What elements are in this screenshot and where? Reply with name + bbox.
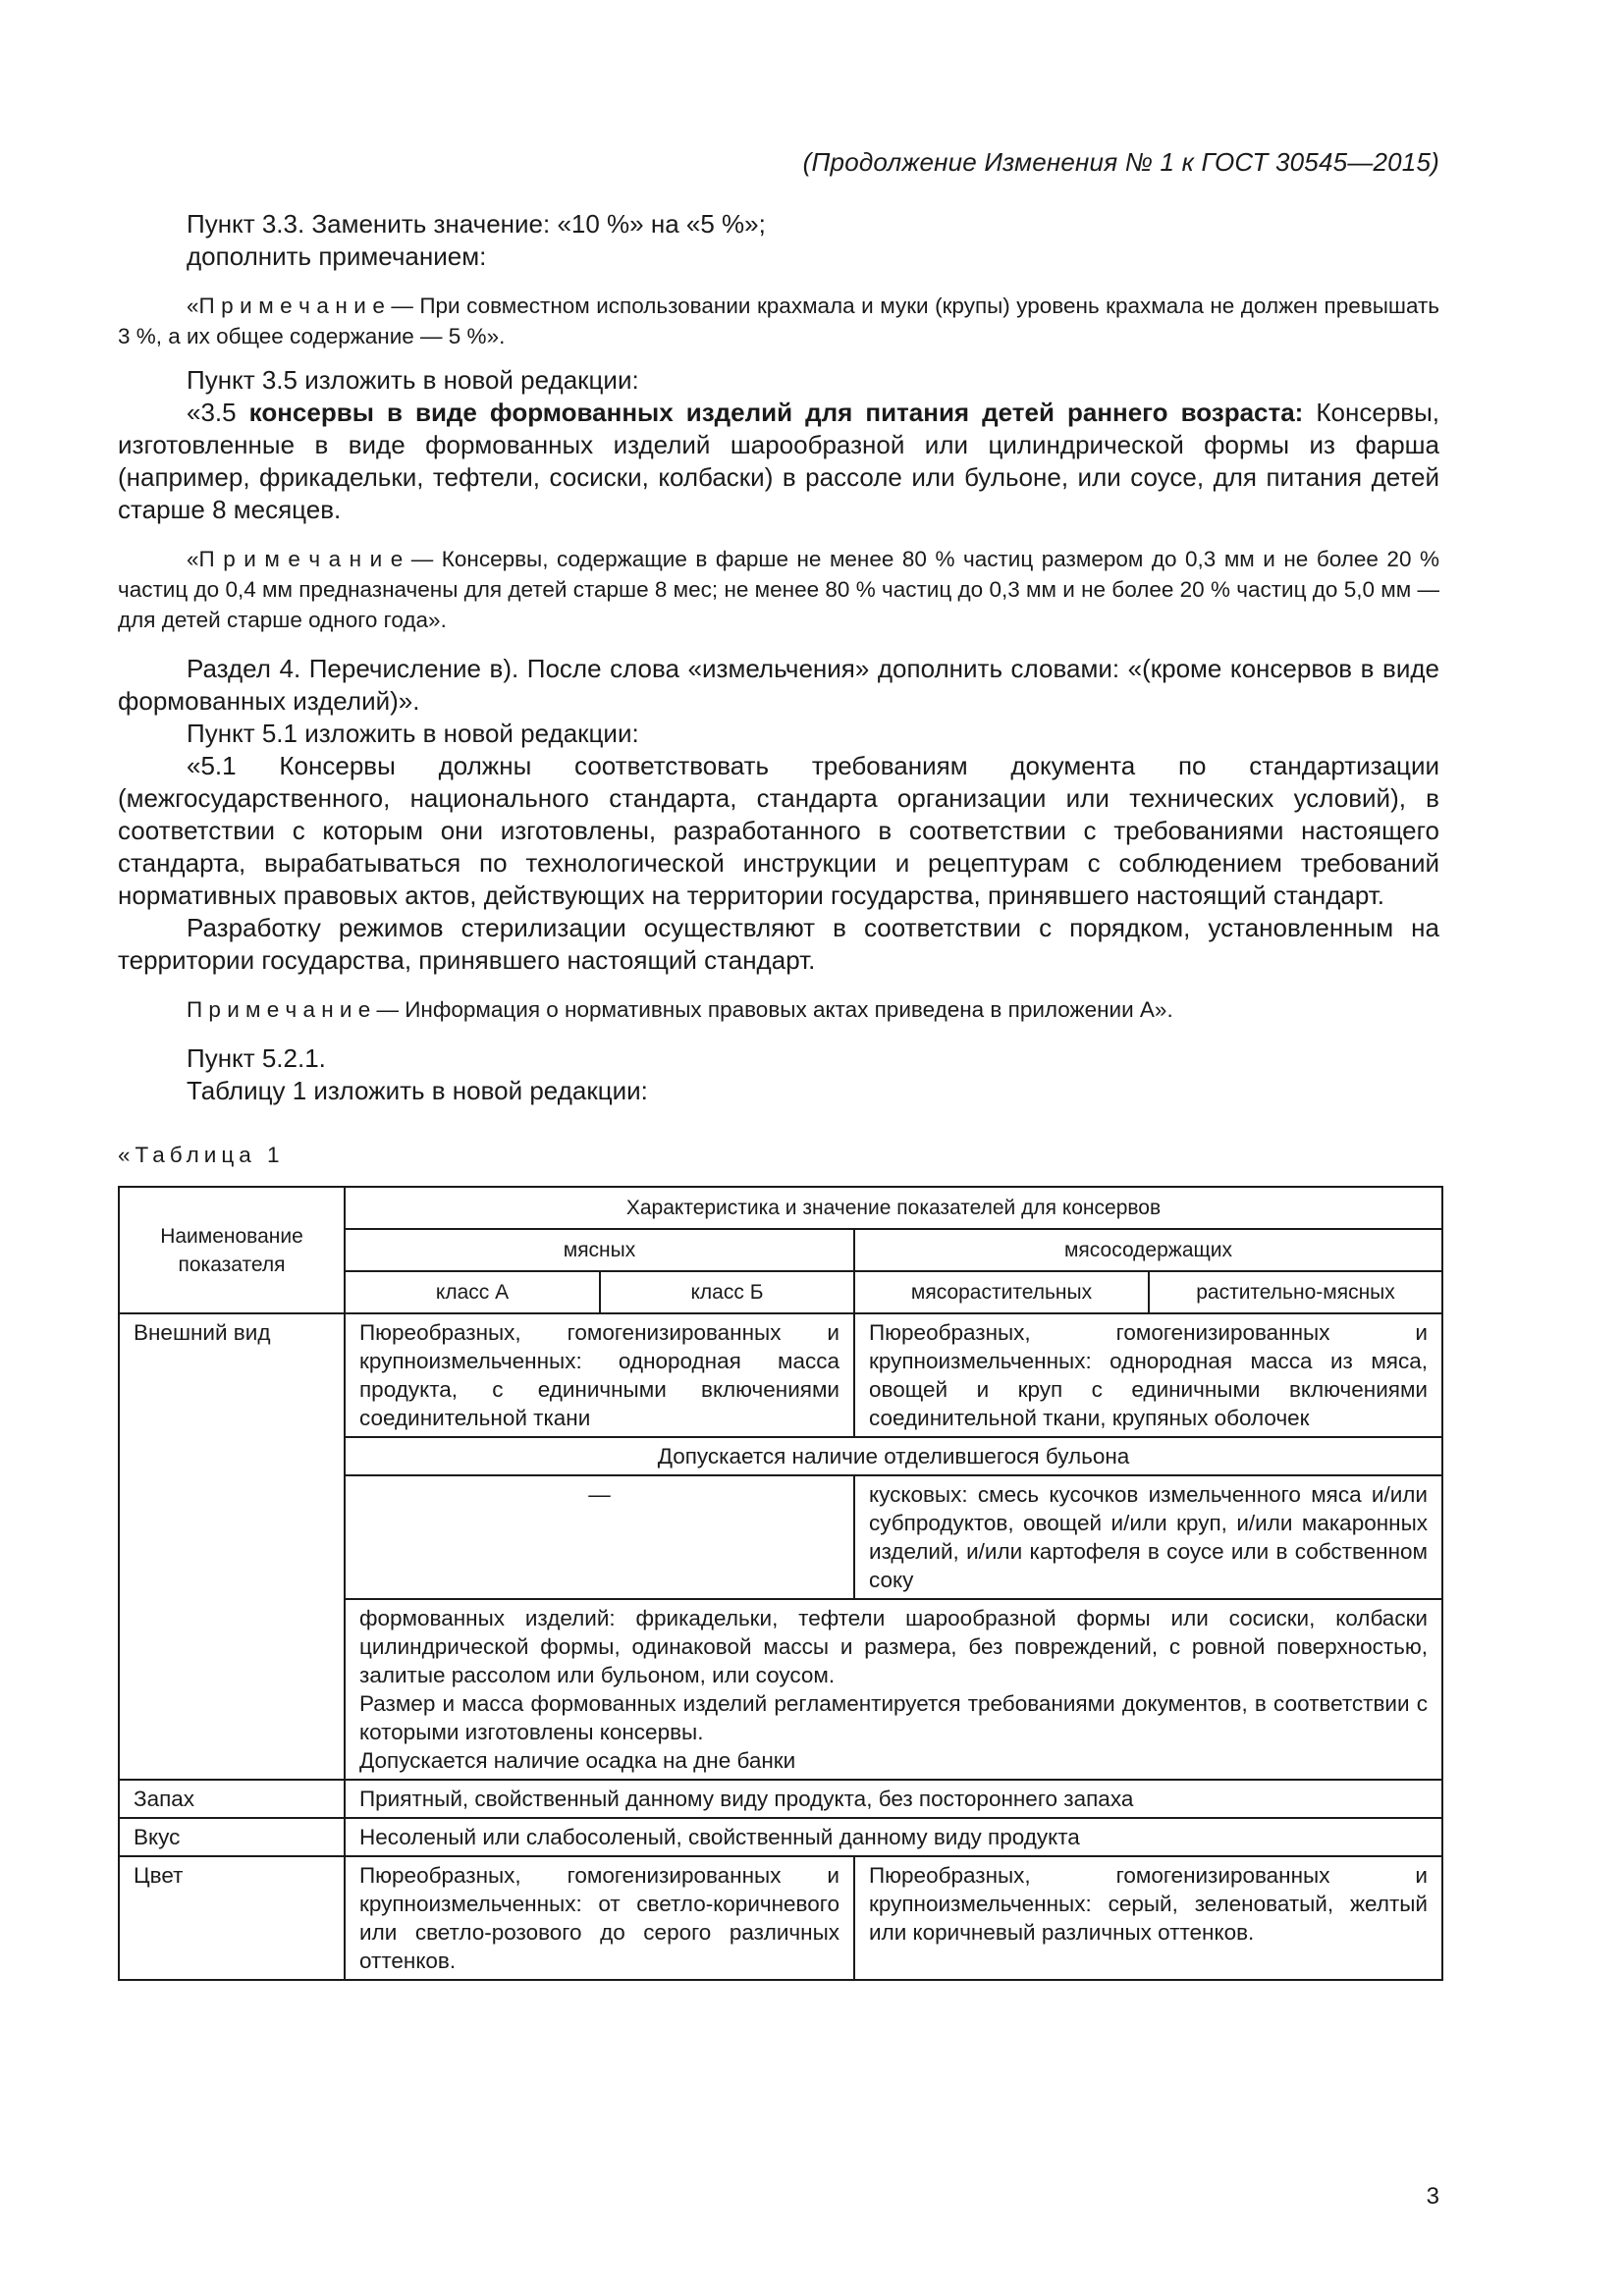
row-label-smell: Запах [119, 1780, 345, 1818]
text-5-1: «5.1 Консервы должны соответствовать требованиям документа по стандартизации (межгосударственного, национального стандарта, стандарта организации или технических условий), в соответствии с которым они изготовлены, разработанного в соответствии с требованиями настоящего стандарта, вырабатываться по технологической инструкции и рецептурам с соблюдением требований нормативных правовых актов, действующих на территории государства, принявшего настоящий стандарт. [118, 751, 1439, 910]
row-label-appearance: Внешний вид [119, 1313, 345, 1780]
header-class-b: класс Б [600, 1271, 854, 1313]
note-1-text: — При совместном использовании крахмала и муки (крупы) уровень крахмала не должен превышать 3 %, а их общее содержание — 5 %». [118, 294, 1439, 348]
note-3-label: П р и м е ч а н и е [187, 997, 371, 1022]
paragraph-3-5: Пункт 3.5 изложить в новой редакции: [187, 365, 639, 395]
table-row [119, 1818, 1442, 1856]
table-1 [118, 1186, 1443, 1981]
paragraph-table-1: Таблицу 1 изложить в новой редакции: [187, 1076, 648, 1105]
header-vegetable-meat: растительно-мясных [1149, 1271, 1442, 1313]
section-4: Раздел 4. Перечисление в). После слова «измельчения» дополнить словами: «(кроме консервов в виде формованных изделий)». [118, 654, 1439, 716]
appearance-dash: — [345, 1475, 854, 1599]
note-3 [118, 994, 1439, 1025]
row-label-color: Цвет [119, 1856, 345, 1980]
paragraph-3-3: Пункт 3.3. Заменить значение: «10 %» на «5 %»; [187, 209, 766, 239]
text-sterilization: Разработку режимов стерилизации осуществляют в соответствии с порядком, установленным на территории государства, принявшего настоящий стандарт. [118, 913, 1439, 975]
appearance-formed-line-2: Размер и масса формованных изделий регламентируется требованиями документов, в соответствии с которыми изготовлены консервы. [359, 1691, 1428, 1744]
header-characteristics: Характеристика и значение показателей для консервов [345, 1187, 1442, 1229]
definition-3-5-text: Консервы, изготовленные в виде формованных изделий шарообразной или цилиндрической формы из фарша (например, фрикадельки, тефтели, сосиски, колбаски) в рассоле или бульоне, или соусе, для питания детей старше 8 месяцев. [118, 398, 1440, 524]
appearance-meat: Пюреобразных, гомогенизированных и крупноизмельченных: однородная масса продукта, с единичными включениями соединительной ткани [345, 1313, 854, 1437]
note-2-label: «П р и м е ч а н и е [187, 547, 404, 571]
page-number: 3 [1426, 2183, 1439, 2210]
color-meat-containing: Пюреобразных, гомогенизированных и крупноизмельченных: серый, зеленоватый, желтый или коричневый различных оттенков. [854, 1856, 1442, 1980]
definition-3-5 [118, 397, 1439, 526]
appearance-meat-containing: Пюреобразных, гомогенизированных и крупноизмельченных: однородная масса из мяса, овощей и круп с единичными включениями соединительной ткани, крупяных оболочек [854, 1313, 1442, 1437]
note-3-text: — Информация о нормативных правовых актах приведена в приложении А». [370, 997, 1173, 1022]
note-1-label: «П р и м е ч а н и е [187, 294, 385, 318]
table-header-row [119, 1187, 1442, 1229]
header-meat-containing: мясосодержащих [854, 1229, 1442, 1271]
header-meat: мясных [345, 1229, 854, 1271]
taste-value: Несоленый или слабосоленый, свойственный данному виду продукта [345, 1818, 1442, 1856]
appearance-broth: Допускается наличие отделившегося бульона [345, 1437, 1442, 1475]
appearance-pieces: кусковых: смесь кусочков измельченного мяса и/или субпродуктов, овощей и/или круп, и/или макаронных изделий, и/или картофеля в соусе или в собственном соку [854, 1475, 1442, 1599]
note-2-text: — Консервы, содержащие в фарше не менее 80 % частиц размером до 0,3 мм и не более 20 % частиц до 0,4 мм предназначены для детей старше 8 мес; не менее 80 % частиц до 0,3 мм и не более 20 % частиц до 5,0 мм — для детей старше одного года». [118, 547, 1439, 632]
paragraph-3-3-addition: дополнить примечанием: [187, 241, 487, 271]
smell-value: Приятный, свойственный данному виду продукта, без постороннего запаха [345, 1780, 1442, 1818]
table-row [119, 1856, 1442, 1980]
appearance-formed-line-3: Допускается наличие осадка на дне банки [359, 1748, 796, 1773]
note-2 [118, 544, 1439, 635]
appearance-formed [345, 1599, 1442, 1780]
definition-3-5-prefix: «3.5 [187, 398, 249, 427]
header-class-a: класс А [345, 1271, 600, 1313]
color-meat: Пюреобразных, гомогенизированных и крупноизмельченных: от светло-коричневого или светло-розового до серого различных оттенков. [345, 1856, 854, 1980]
document-body [118, 208, 1439, 1168]
document-header: (Продолжение Изменения № 1 к ГОСТ 30545—2015) [802, 147, 1439, 177]
note-1 [118, 291, 1439, 351]
table-row [119, 1313, 1442, 1437]
row-label-taste: Вкус [119, 1818, 345, 1856]
table-row [119, 1780, 1442, 1818]
header-indicator-name: Наименование показателя [119, 1187, 345, 1313]
appearance-formed-line-1: формованных изделий: фрикадельки, тефтели шарообразной формы или сосиски, колбаски цилиндрической формы, одинаковой массы и размера, без повреждений, с ровной поверхностью, залитые рассолом или бульоном, или соусом. [359, 1606, 1428, 1687]
header-meat-vegetable: мясорастительных [854, 1271, 1149, 1313]
table-caption: «Таблица 1 [118, 1143, 285, 1167]
paragraph-5-2-1: Пункт 5.2.1. [187, 1043, 326, 1073]
definition-3-5-term: консервы в виде формованных изделий для питания детей раннего возраста: [248, 398, 1304, 427]
paragraph-5-1: Пункт 5.1 изложить в новой редакции: [187, 719, 639, 748]
